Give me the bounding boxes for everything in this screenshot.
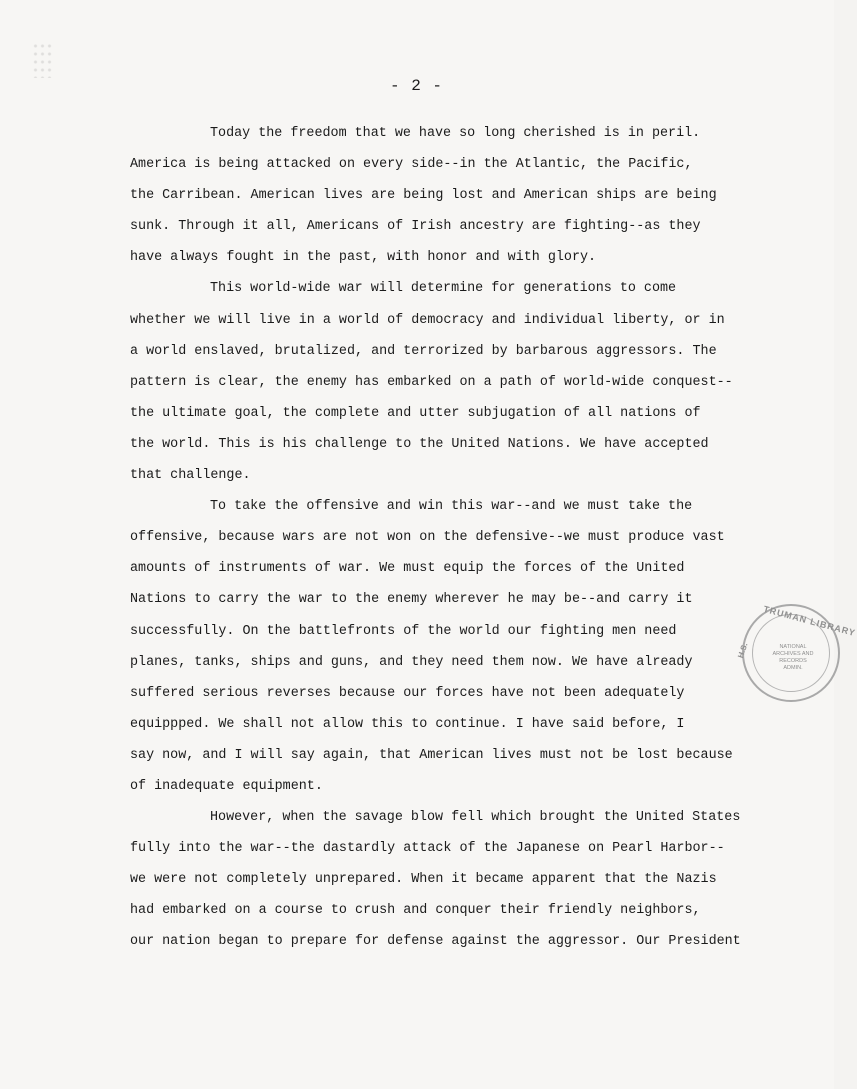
text-line: sunk. Through it all, Americans of Irish ancestry are fighting--as they bbox=[130, 219, 701, 235]
page-number: - 2 - bbox=[390, 77, 444, 95]
paper-blemish bbox=[32, 42, 54, 78]
body-text bbox=[130, 118, 760, 958]
stamp-side-text: H.S. bbox=[736, 641, 750, 660]
text-line: of inadequate equipment. bbox=[130, 778, 323, 794]
text-line: Nations to carry the war to the enemy wherever he may be--and carry it bbox=[130, 592, 693, 608]
text-line: we were not completely unprepared. When it became apparent that the Nazis bbox=[130, 872, 717, 888]
text-line: However, when the savage blow fell which brought the United States bbox=[210, 810, 741, 826]
text-line: To take the offensive and win this war--and we must take the bbox=[210, 499, 693, 515]
text-line: pattern is clear, the enemy has embarked on a path of world-wide conquest-- bbox=[130, 374, 733, 390]
text-line: had embarked on a course to crush and conquer their friendly neighbors, bbox=[130, 903, 701, 919]
text-line: offensive, because wars are not won on the defensive--we must produce vast bbox=[130, 530, 725, 546]
text-line: our nation began to prepare for defense against the aggressor. Our President bbox=[130, 934, 741, 950]
text-line: the world. This is his challenge to the United Nations. We have accepted bbox=[130, 436, 709, 452]
text-line: a world enslaved, brutalized, and terrorized by barbarous aggressors. The bbox=[130, 343, 717, 359]
stamp-center-text: NATIONAL ARCHIVES AND RECORDS ADMIN. bbox=[772, 644, 814, 671]
text-line: Today the freedom that we have so long cherished is in peril. bbox=[210, 126, 701, 141]
text-line: have always fought in the past, with honor and with glory. bbox=[130, 250, 597, 266]
text-line: the Carribean. American lives are being lost and American ships are being bbox=[130, 188, 717, 204]
text-line: planes, tanks, ships and guns, and they need them now. We have already bbox=[130, 654, 693, 670]
text-line: suffered serious reverses because our forces have not been adequately bbox=[130, 685, 685, 701]
stamp-top-text: TRUMAN LIBRARY bbox=[762, 603, 857, 639]
text-line: amounts of instruments of war. We must equip the forces of the United bbox=[130, 561, 685, 577]
text-line: whether we will live in a world of democracy and individual liberty, or in bbox=[130, 312, 725, 328]
text-line: that challenge. bbox=[130, 468, 251, 484]
text-line: the ultimate goal, the complete and utter subjugation of all nations of bbox=[130, 405, 701, 421]
archive-stamp bbox=[736, 603, 857, 702]
text-line: America is being attacked on every side--in the Atlantic, the Pacific, bbox=[130, 157, 693, 173]
text-line: fully into the war--the dastardly attack of the Japanese on Pearl Harbor-- bbox=[130, 841, 725, 857]
text-line: say now, and I will say again, that American lives must not be lost because bbox=[130, 747, 733, 763]
text-line: This world-wide war will determine for generations to come bbox=[210, 281, 677, 297]
text-line: equippped. We shall not allow this to continue. I have said before, I bbox=[130, 716, 685, 732]
text-line: successfully. On the battlefronts of the world our fighting men need bbox=[130, 623, 677, 639]
